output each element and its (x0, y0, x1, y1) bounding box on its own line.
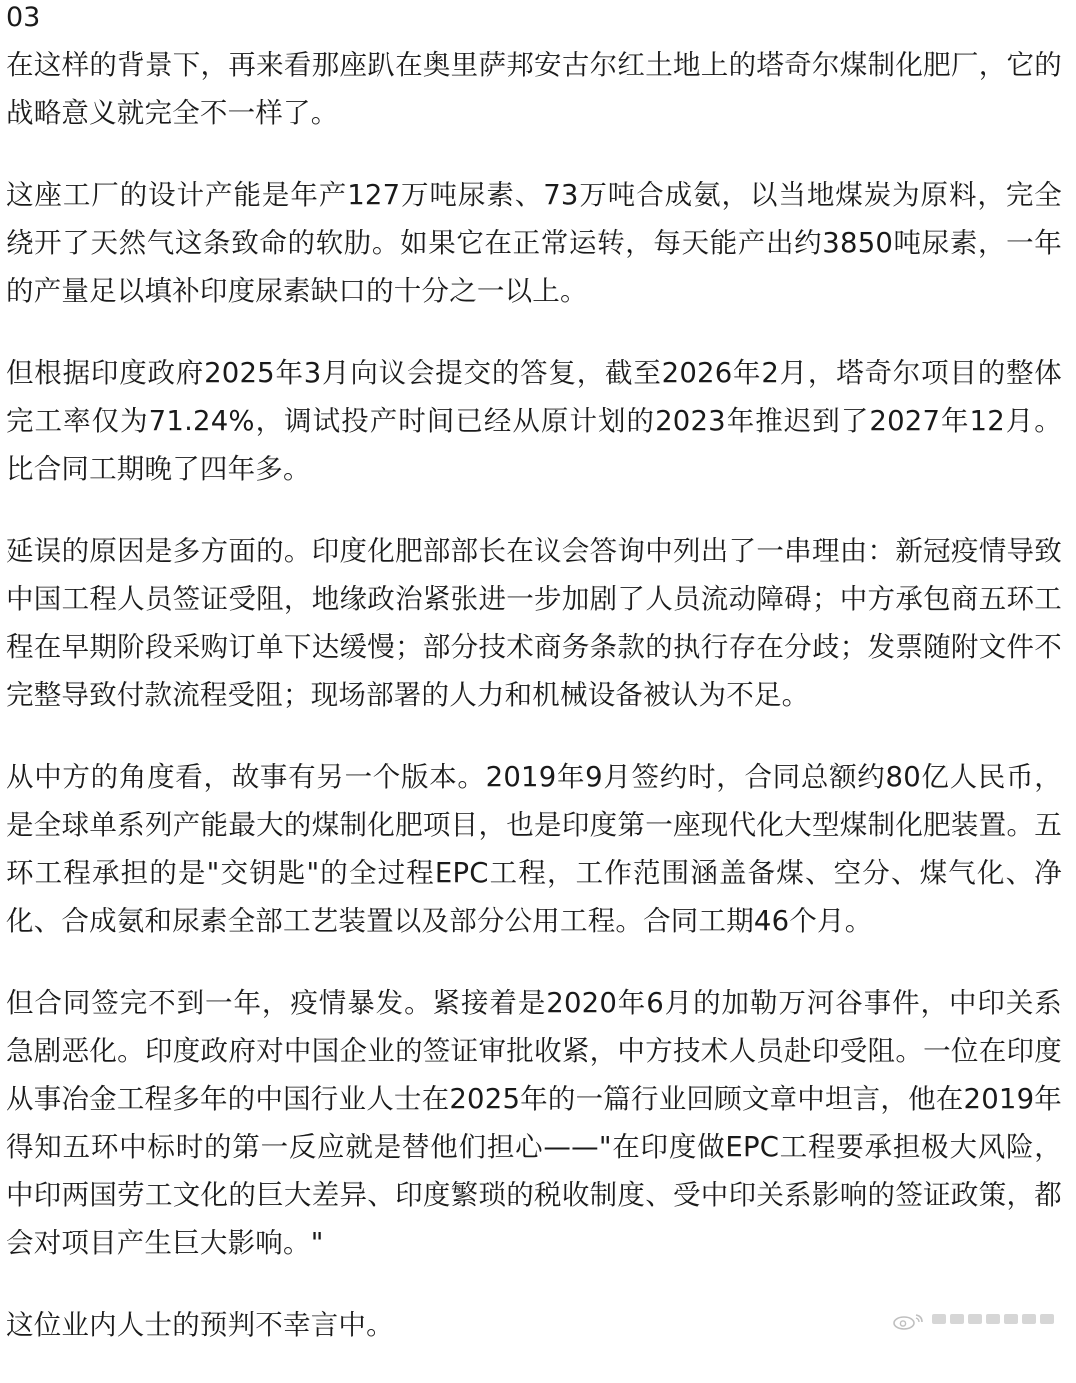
watermark-glyphs (932, 1311, 1062, 1331)
paragraph-7: 这位业内人士的预判不幸言中。 (6, 1309, 394, 1341)
paragraph-6: 但合同签完不到一年，疫情暴发。紧接着是2020年6月的加勒万河谷事件，中印关系急剧恶化。印度政府对中国企业的签证审批收紧，中方技术人员赴印受阻。一位在印度从事冶金工程多年的中国行业人士在2025年的一篇行业回顾文章中坦言，他在2019年得知五环中标时的第一反应就是替他们担心——"在印度做EPC工程要承担极大风险，中印两国劳工文化的巨大差异、印度繁琐的税收制度、受中印关系影响的签证政策，都会对项目产生巨大影响。" (6, 987, 1062, 1259)
weibo-logo-icon (892, 1312, 926, 1330)
paragraph-3: 但根据印度政府2025年3月向议会提交的答复，截至2026年2月，塔奇尔项目的整体完工率仅为71.24%，调试投产时间已经从原计划的2023年推迟到了2027年12月。比合同工期晚了四年多。 (6, 357, 1062, 485)
article-body (6, 0, 1062, 1383)
watermark-text-graphic (932, 1311, 1062, 1327)
paragraph-5: 从中方的角度看，故事有另一个版本。2019年9月签约时，合同总额约80亿人民币，是全球单系列产能最大的煤制化肥项目，也是印度第一座现代化大型煤制化肥装置。五环工程承担的是"交钥匙"的全过程EPC工程，工作范围涵盖备煤、空分、煤气化、净化、合成氨和尿素全部工艺装置以及部分公用工程。合同工期46个月。 (6, 761, 1062, 937)
paragraph-4: 延误的原因是多方面的。印度化肥部部长在议会答询中列出了一串理由：新冠疫情导致中国工程人员签证受阻，地缘政治紧张进一步加剧了人员流动障碍；中方承包商五环工程在早期阶段采购订单下达缓慢；部分技术商务条款的执行存在分歧；发票随附文件不完整导致付款流程受阻；现场部署的人力和机械设备被认为不足。 (6, 535, 1062, 711)
paragraph-1: 在这样的背景下，再来看那座趴在奥里萨邦安古尔红土地上的塔奇尔煤制化肥厂，它的战略意义就完全不一样了。 (6, 49, 1062, 129)
paragraph-2: 这座工厂的设计产能是年产127万吨尿素、73万吨合成氨，以当地煤炭为原料，完全绕开了天然气这条致命的软肋。如果它在正常运转，每天能产出约3850吨尿素，一年的产量足以填补印度尿素缺口的十分之一以上。 (6, 179, 1062, 307)
section-number: 03 (6, 2, 41, 33)
watermark (892, 1311, 1062, 1331)
